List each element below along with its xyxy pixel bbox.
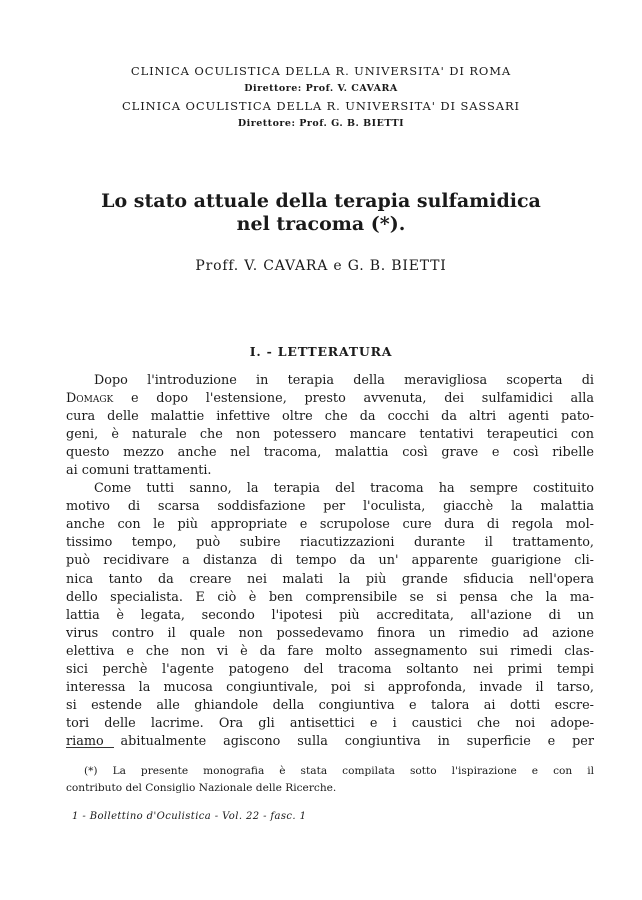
paragraph-2-line-4: tissimo tempo, può subire riacutizzazioni durante il trattamento,: [66, 535, 594, 551]
paragraph-1-line-4: geni, è naturale che non potessero mancare tentativi terapeutici con: [66, 427, 594, 443]
article-title-line-2: nel tracoma (*).: [236, 213, 406, 235]
paragraph-2-line-10: elettiva e che non vi è da fare molto assegnamento sui rimedi clas-: [66, 643, 594, 659]
body-text: [66, 372, 594, 751]
article-title-line-1: Lo stato attuale della terapia sulfamidica: [101, 190, 541, 212]
paragraph-2-line-2: motivo di scarsa soddisfazione per l'oculista, giacchè la malattia: [66, 499, 594, 515]
paragraph-2-line-15: riamo abitualmente agiscono sulla congiuntiva in superficie e per: [66, 733, 594, 749]
paragraph-2-line-11: sici perchè l'agente patogeno del tracoma soltanto nei primi tempi: [66, 661, 594, 677]
paragraph-2-line-14: tori delle lacrime. Ora gli antisettici e i caustici che noi adope-: [66, 715, 594, 731]
director-rome: Direttore: Prof. V. CAVARA: [244, 83, 398, 94]
paragraph-2-line-12: interessa la mucosa congiuntivale, poi si approfonda, invade il tarso,: [66, 679, 594, 695]
footnote: [66, 763, 594, 797]
paragraph-1-line-5: questo mezzo anche nel tracoma, malattia così grave e così ribelle: [66, 445, 594, 461]
section-heading: I. - LETTERATURA: [249, 344, 393, 359]
article-authors: Proff. V. CAVARA e G. B. BIETTI: [195, 258, 447, 274]
paragraph-1-line-3: cura delle malattie infettive oltre che da cocchi da altri agenti pato-: [66, 409, 594, 425]
paragraph-2-line-8: lattia è legata, secondo l'ipotesi più accreditata, all'azione di un: [66, 607, 594, 623]
paragraph-1-line-1: Dopo l'introduzione in terapia della meravigliosa scoperta di: [94, 373, 594, 388]
footnote-line-1: (*) La presente monografia è stata compilata sotto l'ispirazione e con il: [84, 765, 594, 777]
paragraph-1-line-2: [66, 390, 594, 408]
paragraph-2-line-5: può recidivare a distanza di tempo da un' apparente guarigione cli-: [66, 553, 594, 569]
director-sassari: Direttore: Prof. G. B. BIETTI: [237, 118, 405, 129]
institution-sassari: CLINICA OCULISTICA DELLA R. UNIVERSITA' DI SASSARI: [121, 99, 520, 113]
domagk-name: Domagk: [66, 391, 114, 407]
footnote-line-2: contributo del Consiglio Nazionale delle Ricerche.: [66, 782, 337, 794]
paragraph-2-line-3: anche con le più appropriate e scrupolose cure dura di regola mol-: [66, 517, 594, 533]
paragraph-2-line-6: nica tanto da creare nei malati la più grande sfiducia nell'opera: [66, 571, 594, 587]
paragraph-2-line-7: dello specialista. E ciò è ben comprensibile se si pensa che la ma-: [66, 589, 594, 605]
paragraph-1-line-6: ai comuni trattamenti.: [66, 463, 212, 479]
paragraph-2-line-13: si estende alle ghiandole della congiuntiva e talora ai dotti escre-: [66, 697, 594, 713]
footnote-separator: [66, 747, 114, 748]
page-footer: 1 - Bollettino d'Oculistica - Vol. 22 - fasc. 1: [72, 811, 307, 822]
paragraph-2-line-1: Come tutti sanno, la terapia del tracoma ha sempre costituito: [94, 481, 594, 497]
institution-rome: CLINICA OCULISTICA DELLA R. UNIVERSITA' DI ROMA: [130, 64, 512, 78]
paragraph-1-line-2-rest: e dopo l'estensione, presto avvenuta, dei sulfamidici alla: [113, 391, 594, 407]
paragraph-2-line-9: virus contro il quale non possedevamo finora un rimedio ad azione: [66, 625, 594, 641]
